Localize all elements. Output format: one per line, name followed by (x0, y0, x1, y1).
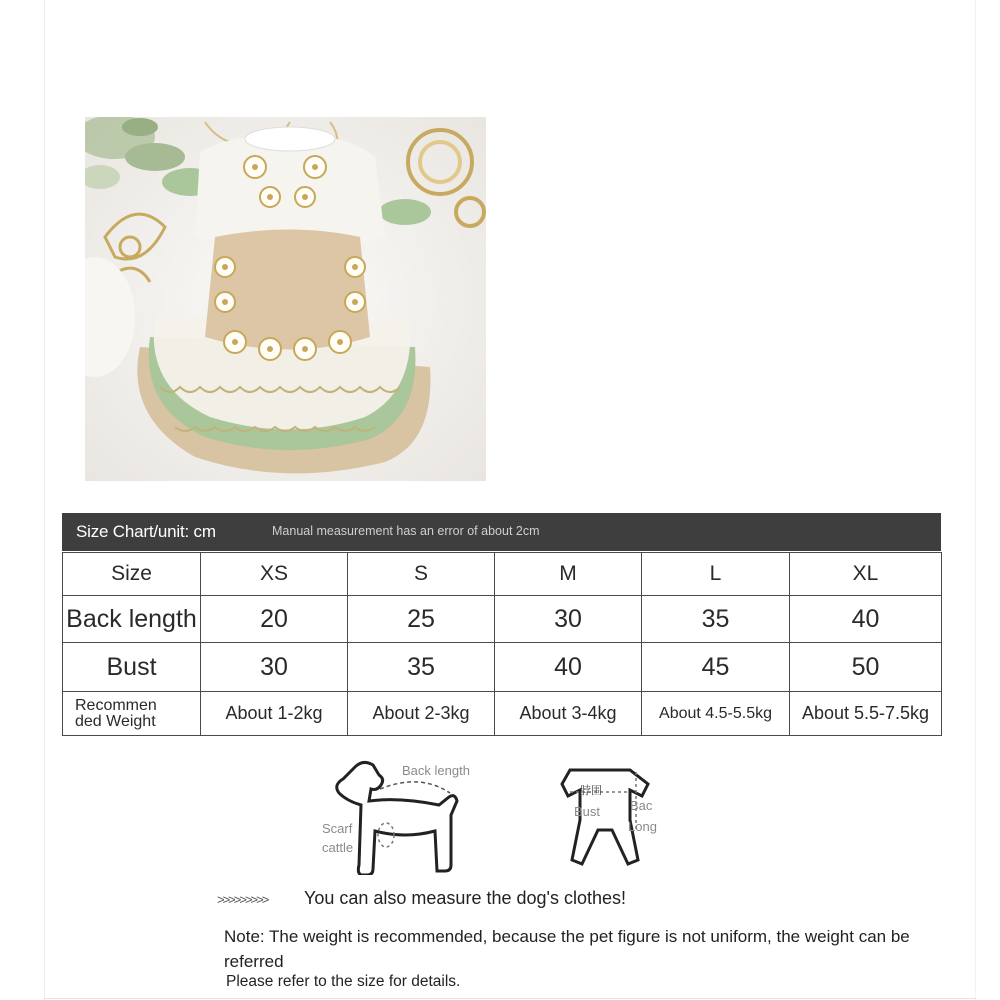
measurement-error-note: Manual measurement has an error of about 2cm (272, 524, 540, 538)
table-cell: 45 (642, 643, 790, 692)
row-label: Bust (63, 643, 201, 692)
frame-right-border (975, 0, 976, 1000)
table-cell: 25 (348, 596, 495, 643)
garment-outline-icon (540, 762, 670, 872)
frame-bottom-border (44, 998, 976, 999)
table-cell: XS (201, 553, 348, 596)
garment-measure-diagram (540, 762, 670, 872)
size-chart-title: Size Chart/unit: cm (76, 522, 216, 541)
row-label (63, 692, 201, 736)
back-length-label: Back length (402, 763, 470, 778)
bac-label: Bac (630, 798, 653, 813)
table-cell: 35 (642, 596, 790, 643)
dog-measure-diagram (320, 755, 490, 875)
table-cell: About 2-3kg (348, 692, 495, 736)
table-row-bust (63, 643, 942, 692)
table-cell: 50 (790, 643, 942, 692)
refer-text: Please refer to the size for details. (226, 973, 461, 990)
frame-left-border (44, 0, 45, 1000)
size-table (62, 552, 942, 736)
table-cell: 35 (348, 643, 495, 692)
measure-clothes-text: You can also measure the dog's clothes! (304, 888, 626, 908)
neck-label: 脖围 (580, 785, 602, 797)
weight-note: Note: The weight is recommended, because the pet figure is not uniform, the weight can be referred (224, 927, 910, 971)
table-cell: 40 (790, 596, 942, 643)
table-cell: M (495, 553, 642, 596)
table-row-weight (63, 692, 942, 736)
table-cell: L (642, 553, 790, 596)
bust-label: Bust (574, 804, 601, 819)
table-cell: About 5.5-7.5kg (790, 692, 942, 736)
row-label-line1: Recommen (75, 696, 157, 714)
table-row-size (63, 553, 942, 596)
row-label: Size (63, 553, 201, 596)
table-cell: 30 (495, 596, 642, 643)
table-cell: About 4.5-5.5kg (642, 692, 790, 736)
size-chart-header (62, 513, 941, 551)
table-row-back-length (63, 596, 942, 643)
table-cell: 20 (201, 596, 348, 643)
cattle-label: cattle (322, 840, 354, 855)
row-label: Back length (63, 596, 201, 643)
table-cell: About 1-2kg (201, 692, 348, 736)
table-cell: 30 (201, 643, 348, 692)
table-cell: About 3-4kg (495, 692, 642, 736)
row-label-line2: ded Weight (75, 712, 156, 730)
long-label: Long (628, 819, 657, 834)
dog-dress-illustration (85, 117, 486, 481)
table-cell: XL (790, 553, 942, 596)
arrow-decoration-icon: >>>>>>>>> (217, 892, 268, 907)
table-cell: S (348, 553, 495, 596)
table-cell: 40 (495, 643, 642, 692)
product-photo (85, 117, 486, 481)
scarf-label: Scarf (322, 821, 353, 836)
